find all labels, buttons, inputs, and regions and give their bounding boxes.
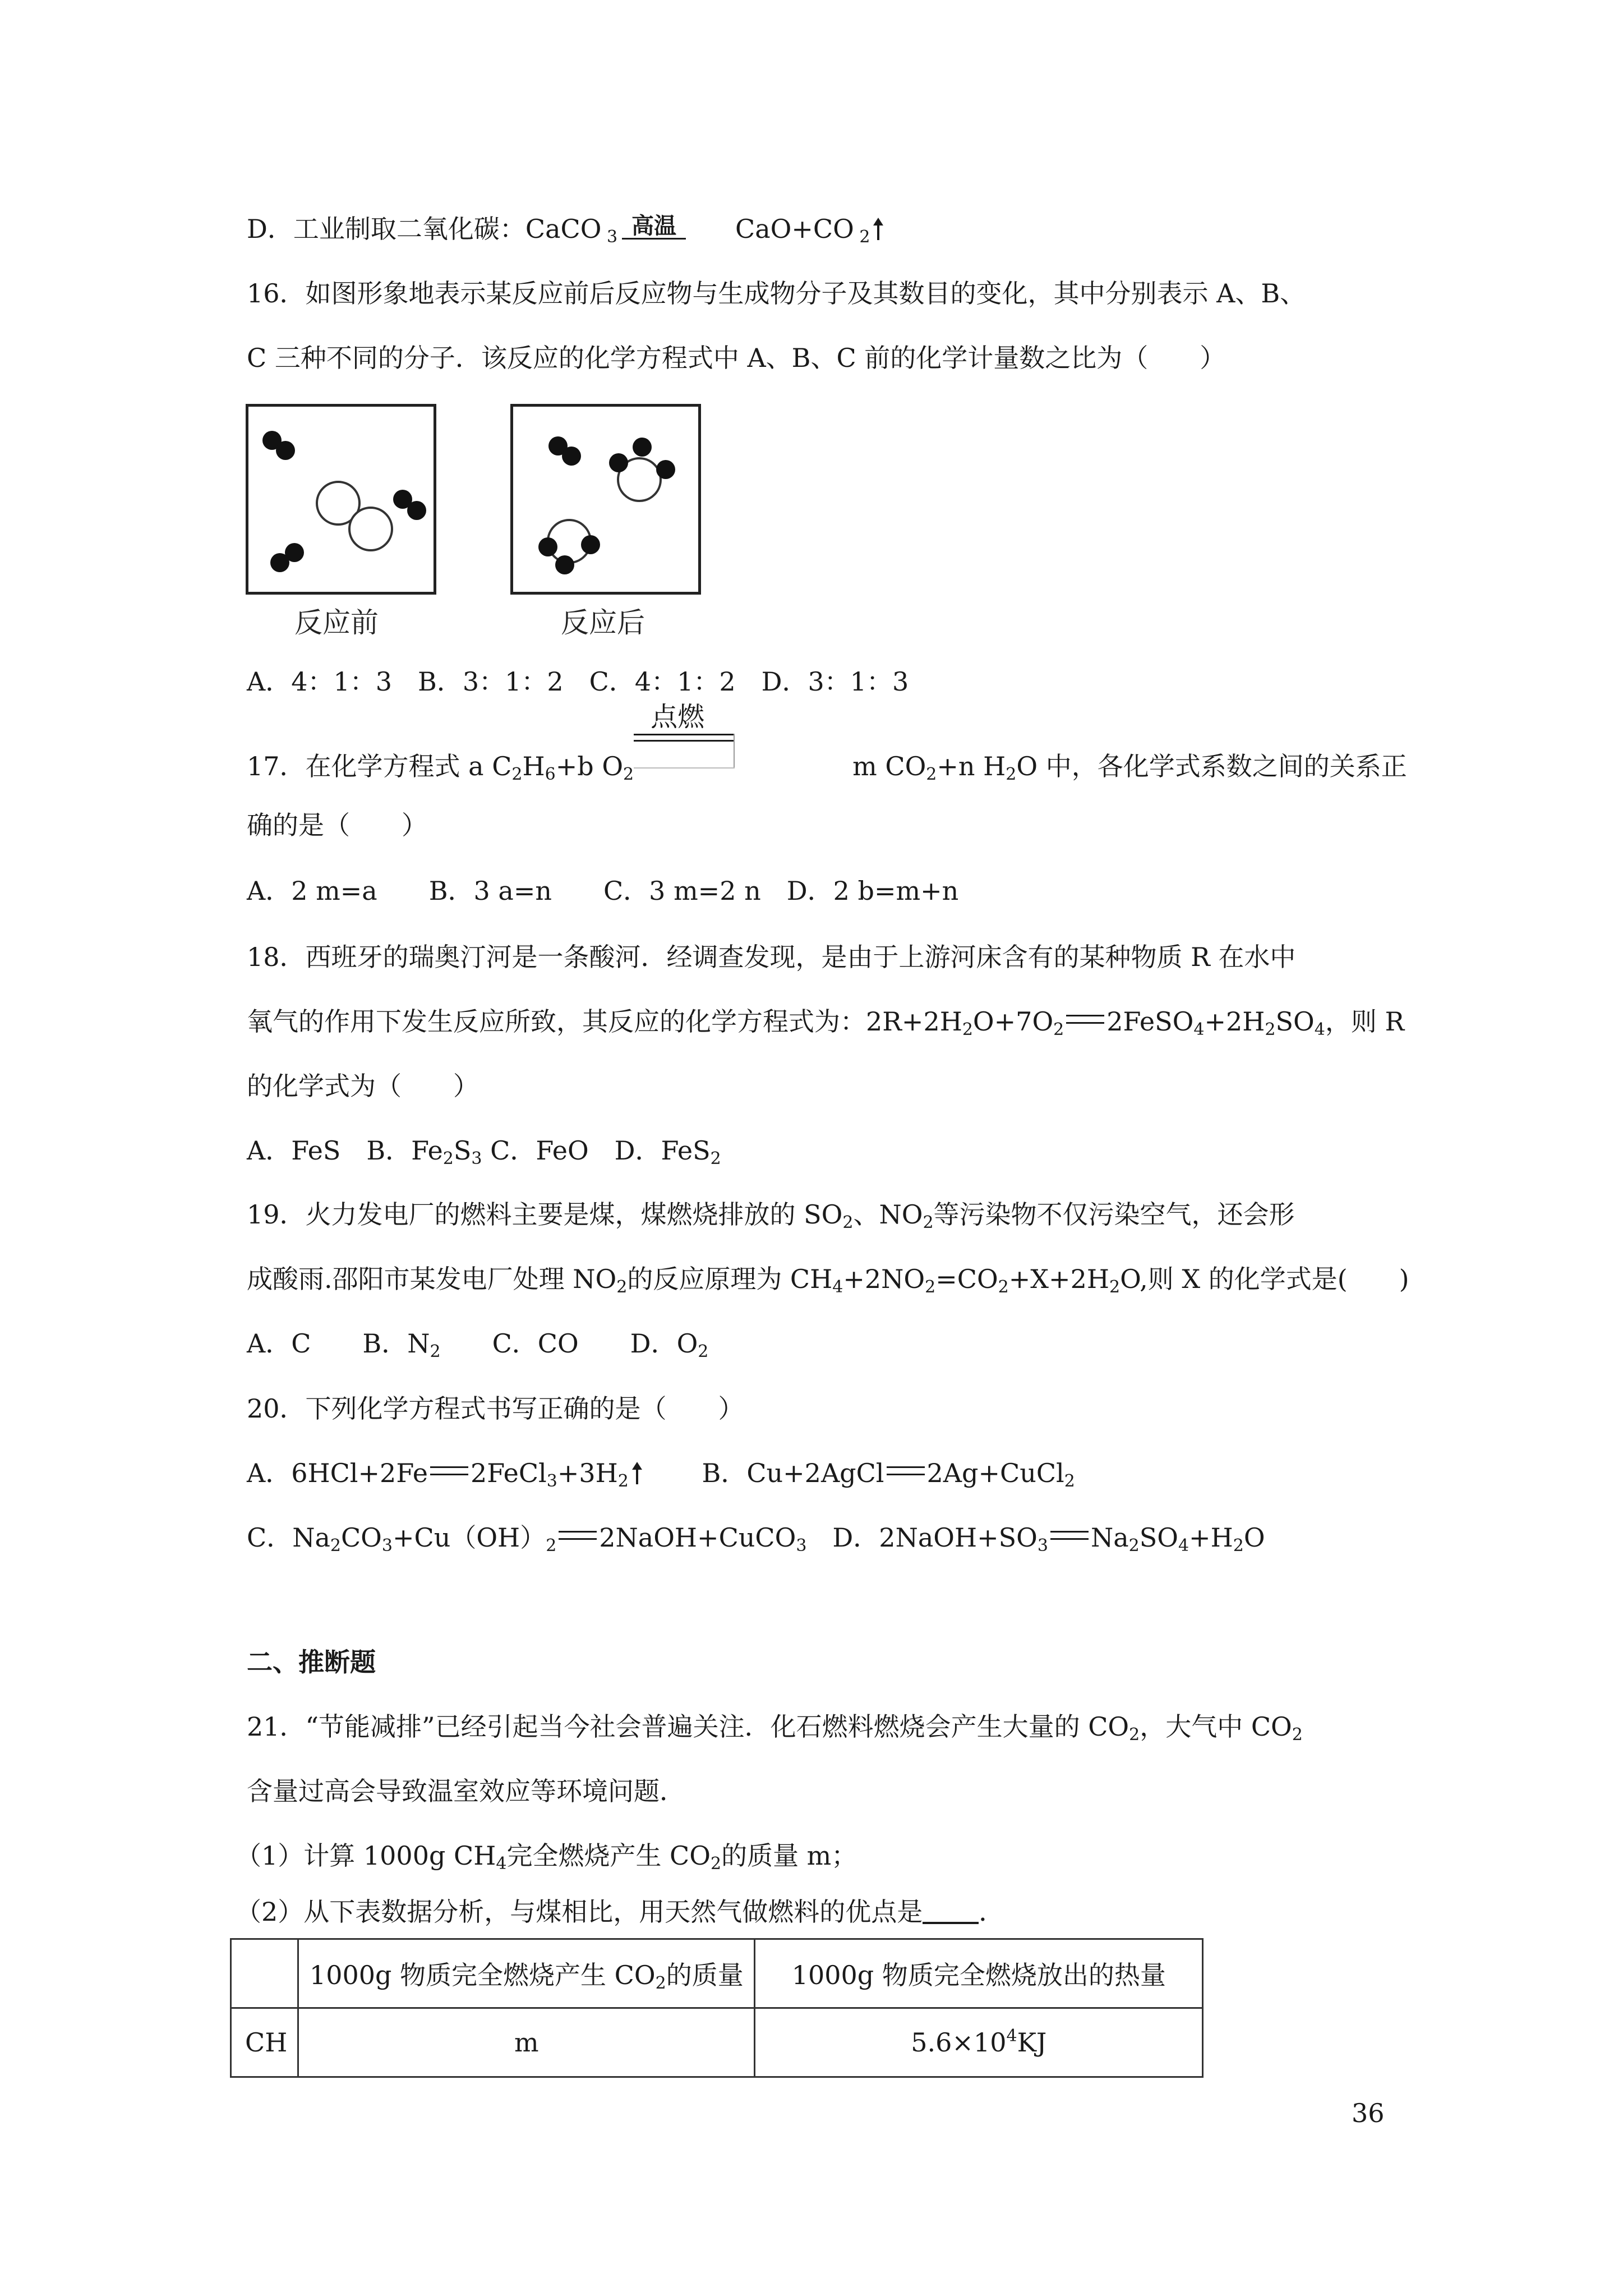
q17-options: A．2 m=a B．3 a=n C．3 m=2 n D．2 b=m+n [247,876,959,906]
after-molecules [513,407,698,592]
molecule-a [393,490,426,520]
molecule-a [262,431,295,460]
q21-sub2: （2）从下表数据分析，与煤相比，用天然气做燃料的优点是 ． [236,1897,1005,1927]
molecule-a [548,436,581,466]
q18-stem-line1: 18．西班牙的瑞奥汀河是一条酸河．经调查发现，是由于上游河床含有的某种物质 R 在水中 [247,942,1296,972]
table-header-row [231,1939,1203,2008]
q19-stem-line2: 成酸雨.邵阳市某发电厂处理 $NO_2$的反应原理为 $CH_4+2NO_2=CO_2+X+2H_2O$,则 X 的化学式是( ) [247,1264,1409,1297]
gas-up-arrow-icon [873,218,883,240]
molecule-c [609,438,675,501]
q19-stem-line1: 19．火力发电厂的燃料主要是煤，煤燃烧排放的 $SO_2$、$NO_2$等污染物不仅污染空气，还会形 [247,1199,1295,1232]
gas-up-arrow-icon [632,1462,642,1484]
section-title: 二、推断题 [247,1647,376,1677]
header-heat: 1000g 物质完全燃烧放出的热量 [755,1939,1203,2008]
before-molecules [248,407,434,592]
q18-stem-line3: 的化学式为（ ） [247,1071,479,1101]
before-caption: 反应前 [294,606,379,639]
q15-option-d: D．工业制取二氧化碳：CaCO $_3$ 高温 CaO+CO $_2$ [247,216,883,242]
molecule-c [538,520,600,574]
q21-stem-line1: 21．“节能减排”已经引起当今社会普遍关注．化石燃料燃烧会产生大量的 $CO_2$，大气中 $CO_2$ [247,1711,1303,1745]
q20-options-ab: A．6HCl+2Fe $2FeCl_3+3H_2$ B．Cu+2AgCl 2Ag+CuCl$_2$ [247,1458,1075,1491]
data-table [230,1938,1204,2078]
answer-blank[interactable] [923,1922,979,1924]
reaction-condition-ignite: 点燃 [634,742,740,775]
cell-heat: $5.6\times 10^4KJ$ [755,2008,1203,2077]
page-number: 36 [1352,2098,1385,2128]
after-caption: 反应后 [561,606,645,639]
q17-stem-line1: 17．在化学方程式 a $C_2H_6+b$ $O_2$ 点燃 m $CO_2+n$ $H_2O$ 中，各化学式系数之间的关系正 [247,701,1407,784]
before-reaction-box [246,404,436,595]
molecule-a [270,543,304,572]
reaction-condition-high-temp: 高温 [617,216,690,242]
q21-sub1: （1）计算 1000g $CH_4$完全燃烧产生 $CO_2$的质量 m； [236,1841,857,1874]
q16-stem-line2: C 三种不同的分子．该反应的化学方程式中 A、B、C 前的化学计量数之比为（ ） [247,343,1226,373]
q18-options: A．FeS B．$Fe_2S_3$ C．FeO D．FeS$_2$ [247,1135,721,1168]
q16-stem-line1: 16．如图形象地表示某反应前后反应物与生成物分子及其数目的变化，其中分别表示 A、B、 [247,278,1306,309]
q16-options: A．4：1：3 B．3：1：2 C．4：1：2 D．3：1：3 [247,666,909,697]
q20-stem: 20．下列化学方程式书写正确的是（ ） [247,1393,744,1424]
q19-options: A．C B．$N_2$ C．CO D．$O_2$ [247,1328,709,1361]
after-reaction-box [510,404,701,595]
table-row [231,2008,1203,2077]
q18-stem-line2: 氧气的作用下发生反应所致，其反应的化学方程式为：$2R+2H_2O+7O_2$ $2FeSO_4+2H_2SO_4$，则 R [247,1006,1405,1039]
cell-co2-mass: m [298,2008,755,2077]
q17-stem-line2: 确的是（ ） [247,810,427,840]
row-label: CH [231,2008,298,2077]
q20-options-cd: C．$Na_2CO_3+Cu(OH)_2$ 2NaOH+CuCO$_3$ D．$2NaOH+SO_3$ $Na_2SO_4+H_2O$ [247,1522,1265,1556]
molecule-b [317,482,392,550]
q21-stem-line2: 含量过高会导致温室效应等环境问题． [247,1776,685,1806]
header-co2-mass: 1000g 物质完全燃烧产生 $CO_2$的质量 [298,1939,755,2008]
